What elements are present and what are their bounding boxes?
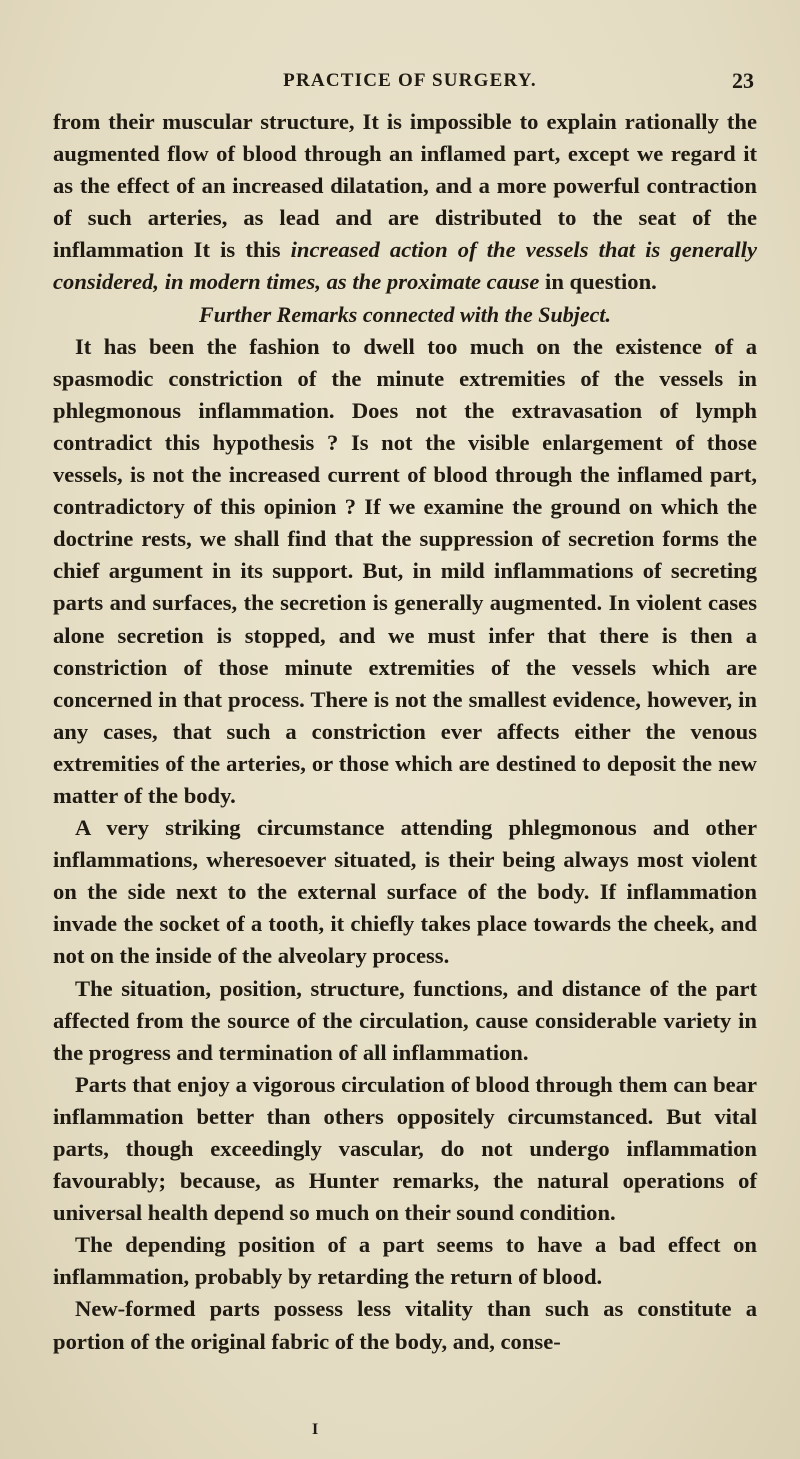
- paragraph-text: in question.: [539, 269, 657, 295]
- signature-mark: I: [312, 1421, 319, 1438]
- body-text: [53, 106, 757, 1358]
- running-head: [60, 70, 760, 98]
- section-heading: Further Remarks connected with the Subject.: [199, 301, 611, 327]
- paragraph-continuation: [53, 106, 757, 299]
- paragraph-text: from their muscular structure, It is impossible to explain rationally the augmented flow of blood through an inflamed part, except we regard it as the effect of an increased dilatation, and a more powerful contraction of such arteries, as lead and are distributed to the seat of the inflammation It is this: [53, 109, 757, 263]
- italic-emphasis: increased action of the vessels that is generally considered, in modern times, as the proximate cause: [53, 237, 757, 295]
- running-title: PRACTICE OF SURGERY.: [283, 70, 537, 91]
- paragraph: It has been the fashion to dwell too much on the existence of a spasmodic constriction of the minute extremities of the vessels in phlegmonous inflammation. Does not the extravasation of lymph contradict this hypothesis ? Is not the visible enlargement of those vessels, is not the increased current of blood through the inflamed part, contradictory of this opinion ? If we examine the ground on which the doctrine rests, we shall find that the suppression of secretion forms the chief argument in its support. But, in mild inflammations of secreting parts and surfaces, the secretion is generally augmented. In violent cases alone secretion is stopped, and we must infer that there is then a constriction of those minute extremities of the vessels which are concerned in that process. There is not the smallest evidence, however, in any cases, that such a constriction ever affects either the venous extremities of the arteries, or those which are destined to deposit the new matter of the body.: [53, 333, 757, 808]
- paragraph: A very striking circumstance attending phlegmonous and other inflammations, wheresoever situated, is their being always most violent on the side next to the external surface of the body. If inflammation invade the socket of a tooth, it chiefly takes place towards the cheek, and not on the inside of the alveolary process.: [53, 815, 757, 969]
- paragraph: The situation, position, structure, functions, and distance of the part affected from the source of the circulation, cause considerable variety in the progress and termination of all inflammation.: [53, 975, 757, 1065]
- paragraph: Parts that enjoy a vigorous circulation of blood through them can bear inflammation better than others oppositely circumstanced. But vital parts, though exceedingly vascular, do not undergo inflammation favourably; because, as Hunter remarks, the natural operations of universal health depend so much on their sound condition.: [53, 1071, 757, 1226]
- paragraph: New-formed parts possess less vitality than such as constitute a portion of the original fabric of the body, and, conse-: [53, 1296, 757, 1354]
- page-number: 23: [732, 68, 754, 93]
- paragraph: The depending position of a part seems to have a bad effect on inflammation, probably by retarding the return of blood.: [53, 1232, 757, 1290]
